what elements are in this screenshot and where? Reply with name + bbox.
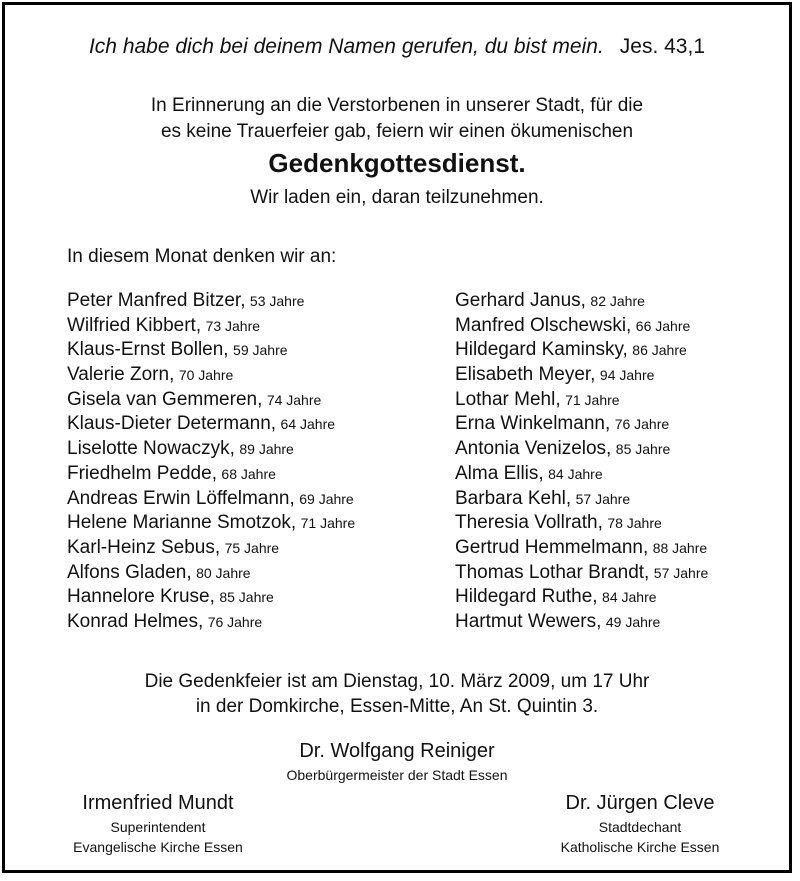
- deceased-name: Friedhelm Pedde,: [67, 462, 217, 484]
- deceased-name: Klaus-Ernst Bollen,: [67, 339, 229, 361]
- deceased-age: 84 Jahre: [602, 589, 657, 606]
- deceased-name: Elisabeth Meyer,: [455, 364, 596, 386]
- deceased-entry: [67, 536, 355, 561]
- bible-motto: [5, 35, 789, 59]
- deceased-entry: [67, 289, 355, 314]
- deceased-entry: [455, 561, 708, 586]
- service-title: Gedenkgottesdienst.: [268, 148, 526, 178]
- deceased-name: Gisela van Gemmeren,: [67, 388, 263, 410]
- intro-text: [5, 93, 789, 145]
- motto-reference: Jes. 43,1: [619, 35, 706, 58]
- deceased-name: Peter Manfred Bitzer,: [67, 290, 246, 311]
- deceased-age: 75 Jahre: [224, 539, 280, 556]
- deceased-name: Liselotte Nowaczyk,: [67, 438, 235, 460]
- motto-quote: Ich habe dich bei deinem Namen gerufen, du bist mein.: [88, 35, 604, 58]
- event-line-1: Die Gedenkfeier ist am Dienstag, 10. März 2009, um 17 Uhr: [144, 671, 650, 692]
- deceased-age: 80 Jahre: [196, 564, 251, 581]
- deceased-name: Hartmut Wewers,: [455, 610, 602, 632]
- deceased-name: Alma Ellis,: [455, 462, 544, 484]
- deceased-name: Konrad Helmes,: [67, 610, 204, 632]
- intro-line-2: es keine Trauerfeier gab, feiern wir einen ökumenischen: [160, 121, 634, 142]
- deceased-age: 71 Jahre: [300, 515, 356, 532]
- deceased-entry: [67, 561, 355, 586]
- deceased-name: Erna Winkelmann,: [455, 413, 611, 435]
- deceased-list-left: [67, 289, 355, 635]
- deceased-entry: [67, 314, 355, 339]
- deceased-entry: [455, 585, 708, 610]
- deceased-age: 64 Jahre: [280, 416, 336, 433]
- deceased-name: Thomas Lothar Brandt,: [455, 561, 650, 583]
- dean-role: Stadtdechant: [598, 819, 682, 835]
- deceased-age: 59 Jahre: [233, 342, 288, 359]
- mayor-role: Oberbürgermeister der Stadt Essen: [286, 767, 508, 783]
- intro-line-1: In Erinnerung an die Verstorbenen in unserer Stadt, für die: [150, 95, 644, 116]
- superintendent-org: Evangelische Kirche Essen: [73, 839, 243, 855]
- deceased-age: 74 Jahre: [266, 391, 322, 408]
- deceased-name: Hildegard Kaminsky,: [455, 339, 628, 361]
- deceased-age: 86 Jahre: [632, 342, 687, 359]
- deceased-age: 82 Jahre: [590, 293, 645, 309]
- invitation-text: Wir laden ein, daran teilzunehmen.: [250, 187, 544, 208]
- deceased-entry: [67, 363, 355, 388]
- event-details: [5, 669, 789, 719]
- deceased-age: 71 Jahre: [565, 391, 620, 408]
- deceased-entry: [67, 388, 355, 413]
- superintendent-name: Irmenfried Mundt: [82, 792, 234, 814]
- deceased-name: Andreas Erwin Löffelmann,: [67, 487, 295, 509]
- deceased-name: Antonia Venizelos,: [455, 438, 612, 460]
- deceased-entry: [455, 363, 708, 388]
- deceased-entry: [455, 610, 708, 635]
- deceased-age: 88 Jahre: [652, 539, 708, 556]
- deceased-name: Alfons Gladen,: [67, 561, 192, 583]
- deceased-entry: [67, 437, 355, 462]
- deceased-entry: [455, 314, 708, 339]
- deceased-age: 84 Jahre: [548, 465, 603, 482]
- deceased-name: Klaus-Dieter Determann,: [67, 413, 277, 435]
- event-line-2: in der Domkirche, Essen-Mitte, An St. Quintin 3.: [195, 696, 599, 717]
- deceased-entry: [455, 536, 708, 561]
- deceased-name: Gertrud Hemmelmann,: [455, 536, 649, 558]
- deceased-entry: [67, 462, 355, 487]
- deceased-entry: [455, 338, 708, 363]
- month-heading: In diesem Monat denken wir an:: [67, 246, 337, 267]
- deceased-age: 69 Jahre: [299, 490, 354, 507]
- deceased-entry: [455, 289, 708, 314]
- mayor-name: Dr. Wolfgang Reiniger: [299, 740, 495, 762]
- deceased-entry: [455, 412, 708, 437]
- deceased-entry: [67, 610, 355, 635]
- deceased-age: 70 Jahre: [178, 367, 234, 384]
- deceased-age: 68 Jahre: [221, 465, 276, 482]
- deceased-entry: [455, 388, 708, 413]
- deceased-age: 66 Jahre: [635, 317, 691, 334]
- deceased-entry: [67, 585, 355, 610]
- deceased-age: 53 Jahre: [249, 293, 305, 309]
- deceased-age: 94 Jahre: [599, 367, 655, 384]
- dean-name: Dr. Jürgen Cleve: [565, 792, 715, 814]
- deceased-name: Gerhard Janus,: [455, 290, 586, 311]
- deceased-entry: [455, 437, 708, 462]
- deceased-age: 57 Jahre: [575, 490, 631, 507]
- notice-frame: [2, 2, 792, 873]
- deceased-age: 76 Jahre: [207, 613, 263, 630]
- deceased-name: Manfred Olschewski,: [455, 314, 632, 336]
- deceased-age: 49 Jahre: [605, 613, 661, 630]
- deceased-entry: [455, 487, 708, 512]
- deceased-entry: [455, 511, 708, 536]
- deceased-name: Hannelore Kruse,: [67, 586, 215, 608]
- deceased-name: Hildegard Ruthe,: [455, 586, 598, 608]
- deceased-name: Valerie Zorn,: [67, 364, 175, 386]
- deceased-list-right: [455, 289, 708, 635]
- dean-org: Katholische Kirche Essen: [560, 839, 720, 855]
- deceased-name: Barbara Kehl,: [455, 487, 572, 509]
- superintendent-role: Superintendent: [110, 819, 206, 835]
- deceased-name: Theresia Vollrath,: [455, 512, 603, 534]
- deceased-age: 89 Jahre: [239, 441, 294, 458]
- deceased-age: 57 Jahre: [653, 564, 709, 581]
- deceased-name: Lothar Mehl,: [455, 388, 561, 410]
- deceased-age: 85 Jahre: [615, 441, 671, 458]
- deceased-entry: [67, 412, 355, 437]
- deceased-entry: [67, 338, 355, 363]
- deceased-age: 73 Jahre: [205, 317, 261, 334]
- deceased-entry: [67, 511, 355, 536]
- deceased-entry: [455, 462, 708, 487]
- deceased-name: Helene Marianne Smotzok,: [67, 512, 297, 534]
- deceased-age: 85 Jahre: [219, 589, 274, 606]
- deceased-entry: [67, 487, 355, 512]
- deceased-age: 78 Jahre: [607, 515, 662, 532]
- deceased-name: Wilfried Kibbert,: [67, 314, 202, 336]
- deceased-age: 76 Jahre: [614, 416, 670, 433]
- deceased-name: Karl-Heinz Sebus,: [67, 536, 221, 558]
